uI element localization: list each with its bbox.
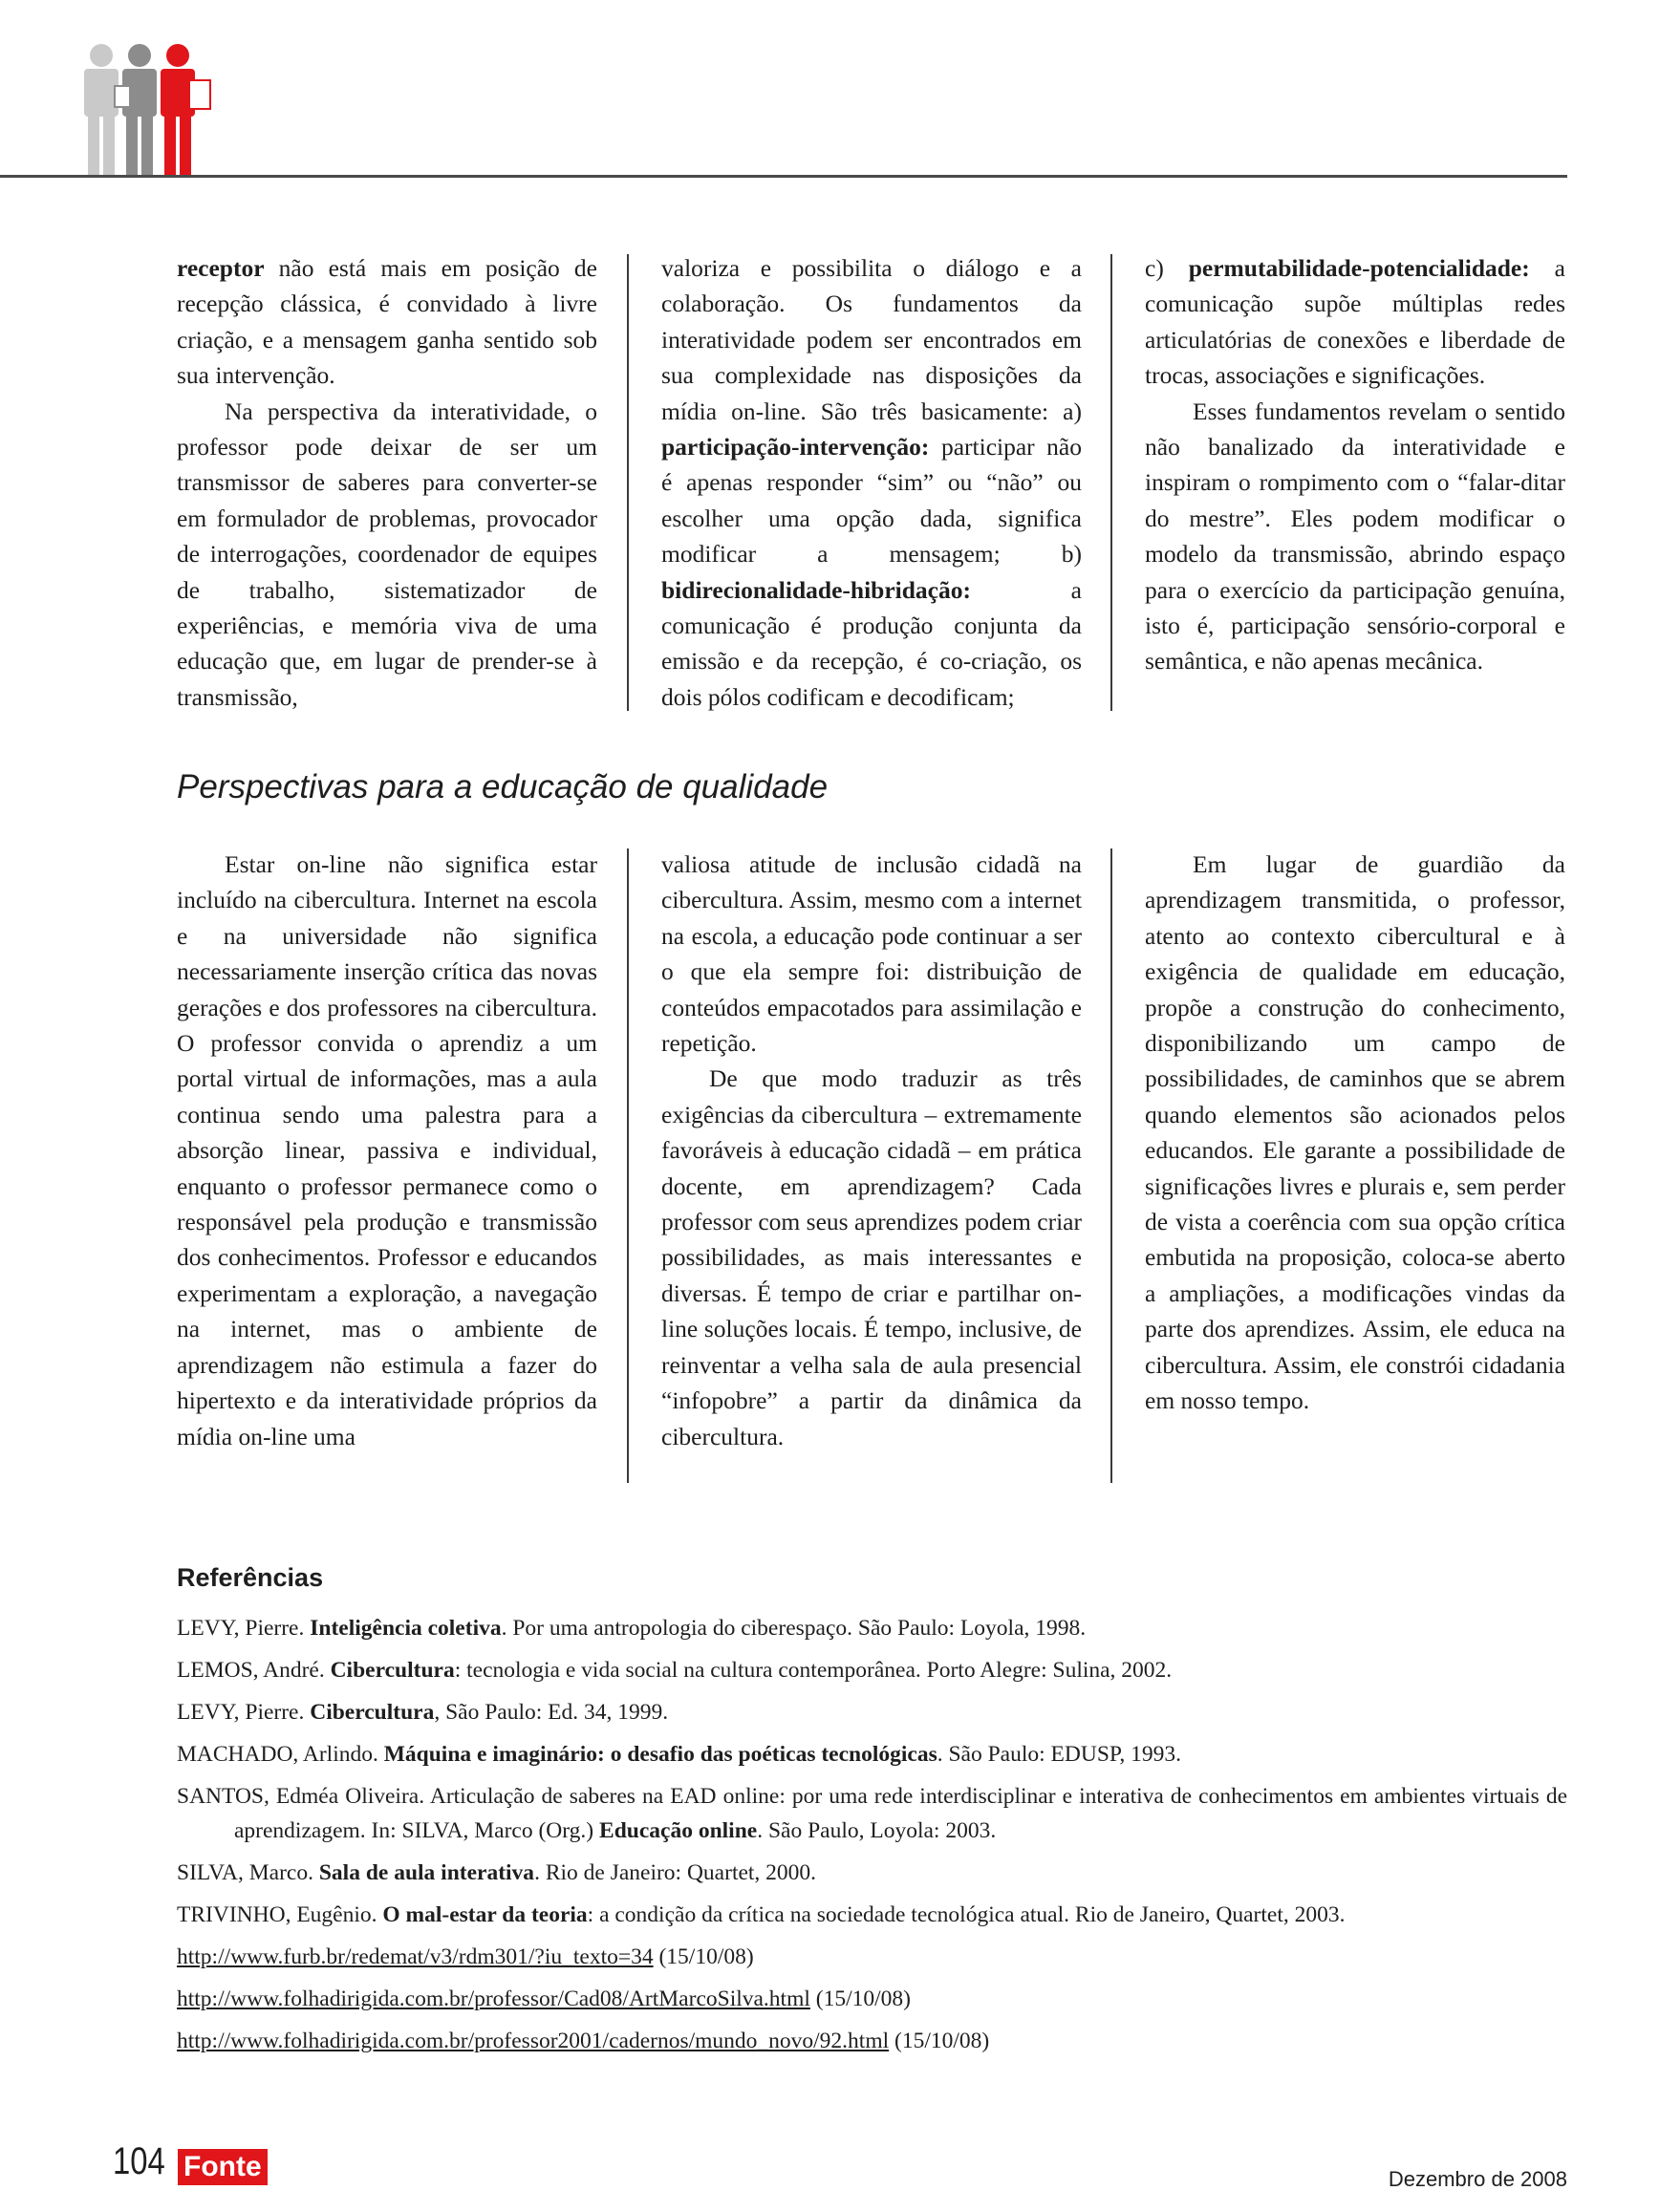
column-3 <box>1145 847 1565 1419</box>
reference-title: Educação online <box>599 1818 758 1843</box>
column-3 <box>1145 250 1565 679</box>
reference-text: . Rio de Janeiro: Quartet, 2000. <box>534 1860 817 1885</box>
reference-item <box>177 1779 1567 1848</box>
paragraph: De que modo traduzir as três exigências da cibercultura – extremamente favoráveis à educação cidadã – em prática docente, em aprendizagem? Cada professor com seus aprendizes podem criar possibilidades, as mais interessantes e diversas. É tempo de criar e partilhar on-line soluções locais. É tempo, inclusive, de reinventar a velha sala de aula presencial “infopobre” a partir da dinâmica da cibercultura. <box>661 1064 1082 1450</box>
figure-red <box>161 44 210 176</box>
text-run: não está mais em posição de recepção clássica, é convidado à livre criação, e a mensagem ganha sentido sob sua intervenção. <box>177 254 597 390</box>
text-run: valoriza e possibilita o diálogo e a colaboração. Os fundamentos da interatividade podem ser encontrados em sua complexidade nas disposições da mídia on-line. São três basicamente: a) <box>661 254 1082 425</box>
references-list <box>177 1611 1567 2066</box>
column-divider <box>1110 254 1112 711</box>
reference-link[interactable]: http://www.furb.br/redemat/v3/rdm301/?iu_texto=34 <box>177 1944 654 1969</box>
reference-title: Cibercultura <box>310 1700 435 1725</box>
text-run: a comunicação é produção conjunta da emissão e da recepção, é co-criação, os dois pólos codificam e decodificam; <box>661 575 1082 711</box>
reference-text: , São Paulo: Ed. 34, 1999. <box>434 1700 669 1725</box>
reference-title: Inteligência coletiva <box>310 1616 502 1641</box>
section-title: Perspectivas para a educação de qualidade <box>177 768 829 805</box>
bold-term: participação-intervenção: <box>661 433 930 462</box>
figure-light-gray <box>84 44 118 176</box>
column-divider <box>1110 848 1112 1483</box>
reference-text: TRIVINHO, Eugênio. <box>177 1902 383 1927</box>
reference-text: . São Paulo: EDUSP, 1993. <box>937 1742 1181 1767</box>
reference-text: LEVY, Pierre. <box>177 1616 311 1641</box>
reference-item <box>177 1653 1567 1687</box>
paragraph: Estar on-line não significa estar incluído na cibercultura. Internet na escola e na universidade não significa necessariamente inserção crítica das novas gerações e dos professores na cibercultura. O professor convida o aprendiz a um portal virtual de informações, mas a aula continua sendo uma palestra para a absorção linear, passiva e individual, enquanto o professor permanece como o responsável pela produção e transmissão dos conhecimentos. Professor e educandos experimentam a exploração, a navegação na internet, mas o ambiente de aprendizagem não estimula a fazer do hipertexto e da interatividade próprios da mídia on-line uma <box>177 850 597 1450</box>
bold-term: permutabilidade-potencialidade: <box>1188 254 1530 282</box>
text-run: a comunicação supõe múltiplas redes articulatórias de conexões e liberdade de trocas, associações e significações. <box>1145 254 1565 390</box>
reference-link[interactable]: http://www.folhadirigida.com.br/professor2001/cadernos/mundo_novo/92.html <box>177 2029 890 2053</box>
paragraph <box>1145 250 1565 394</box>
paragraph: Em lugar de guardião da aprendizagem transmitida, o professor, atento ao contexto cibercultural e à exigência de qualidade em educação, propõe a construção do conhecimento, disponibilizando um campo de possibilidades, de caminhos que se abrem quando elementos são acionados pelos educandos. Ele garante a possibilidade de significações livres e plurais e, sem perder de vista a coerência com sua opção crítica embutida na proposição, coloca-se aberto a ampliações, a modificações vindas da parte dos aprendizes. Assim, ele educa na cibercultura. Assim, ele constrói cidadania em nosso tempo. <box>1145 850 1565 1415</box>
paragraph <box>661 250 1082 715</box>
reference-text: . São Paulo, Loyola: 2003. <box>757 1818 997 1843</box>
bold-term: receptor <box>177 254 265 282</box>
reference-title: Cibercultura <box>330 1658 455 1683</box>
reference-text: MACHADO, Arlindo. <box>177 1742 384 1767</box>
paragraph: Esses fundamentos revelam o sentido não banalizado da interatividade e inspiram o rompimento com o “falar-ditar do mestre”. Eles podem modificar o modelo da transmissão, abrindo espaço para o exercício da participação genuína, isto é, participação sensório-corporal e semântica, e não apenas mecânica. <box>1145 397 1565 676</box>
text-run: c) <box>1145 254 1189 282</box>
figure-dark-gray <box>115 44 157 176</box>
access-date: (15/10/08) <box>889 2029 990 2053</box>
reference-text: : a condição da crítica na sociedade tecnológica atual. Rio de Janeiro, Quartet, 2003. <box>587 1902 1346 1927</box>
paragraph: Na perspectiva da interatividade, o professor pode deixar de ser um transmissor de saberes para converter-se em formulador de problemas, provocador de interrogações, coordenador de equipes de trabalho, sistematizador de experiências, e memória viva de uma educação que, em lugar de prender-se à transmissão, <box>177 397 597 711</box>
reference-text: . Por uma antropologia do ciberespaço. São Paulo: Loyola, 1998. <box>501 1616 1087 1641</box>
reference-item <box>177 1856 1567 1890</box>
column-2 <box>661 250 1082 715</box>
reference-link-item <box>177 1940 1567 1974</box>
reference-title: Sala de aula interativa <box>318 1860 535 1885</box>
bold-term: bidirecionalidade-hibridação: <box>661 575 971 604</box>
reference-item <box>177 1695 1567 1729</box>
reference-link[interactable]: http://www.folhadirigida.com.br/professor/Cad08/ArtMarcoSilva.html <box>177 1987 810 2011</box>
access-date: (15/10/08) <box>809 1987 911 2011</box>
reference-item <box>177 1737 1567 1772</box>
reference-title: Máquina e imaginário: o desafio das poéticas tecnológicas <box>383 1742 937 1767</box>
access-date: (15/10/08) <box>653 1944 754 1969</box>
reference-text: SANTOS, Edméa Oliveira. Articulação de saberes na EAD online: por uma rede interdisciplinar e interativa de conhecimentos em ambientes virtuais de aprendizagem. In: SILVA, Marco (Org.) <box>177 1784 1567 1843</box>
reference-item <box>177 1611 1567 1645</box>
column-1 <box>177 250 597 715</box>
reference-text: LEVY, Pierre. <box>177 1700 311 1725</box>
magazine-logo: Fonte <box>178 2149 268 2185</box>
column-2 <box>661 847 1082 1454</box>
text-run: participar não é apenas responder “sim” ou “não” ou escolher uma opção dada, significa modificar a mensagem; b) <box>661 433 1082 569</box>
three-people-figures-icon <box>76 42 220 180</box>
reference-item <box>177 1898 1567 1932</box>
reference-link-item <box>177 2024 1567 2058</box>
reference-text: SILVA, Marco. <box>177 1860 319 1885</box>
column-1 <box>177 847 597 1454</box>
reference-text: : tecnologia e vida social na cultura contemporânea. Porto Alegre: Sulina, 2002. <box>454 1658 1173 1683</box>
column-divider <box>627 848 629 1483</box>
page-number: 104 <box>113 2140 165 2182</box>
reference-link-item <box>177 1982 1567 2016</box>
reference-title: O mal-estar da teoria <box>382 1902 588 1927</box>
paragraph <box>177 250 597 394</box>
references-heading: Referências <box>177 1563 324 1592</box>
paragraph: valiosa atitude de inclusão cidadã na cibercultura. Assim, mesmo com a internet na escola, a educação pode continuar a ser o que ela sempre foi: distribuição de conteúdos empacotados para assimilação e repetição. <box>661 850 1082 1058</box>
column-divider <box>627 254 629 711</box>
reference-text: LEMOS, André. <box>177 1658 331 1683</box>
issue-date: Dezembro de 2008 <box>1388 2167 1567 2191</box>
header-rule <box>0 175 1567 178</box>
